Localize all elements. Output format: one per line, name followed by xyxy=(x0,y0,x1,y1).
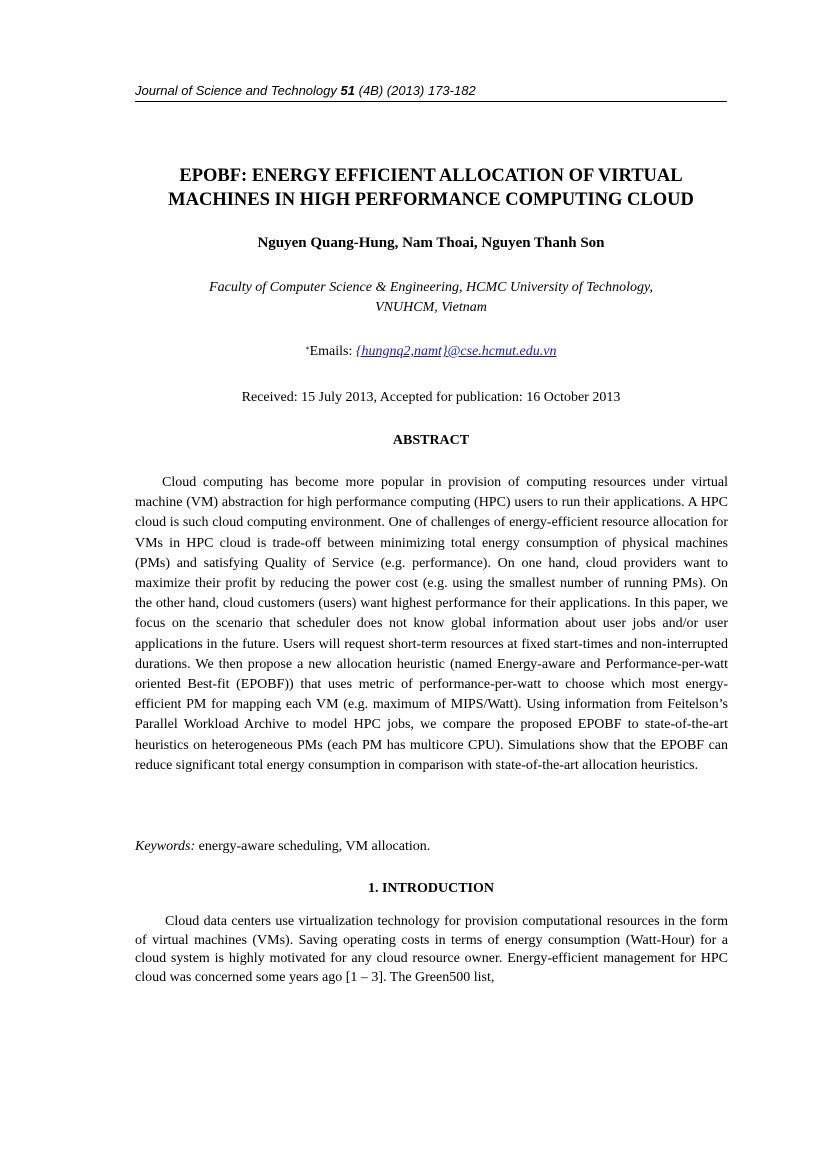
abstract-text: Cloud computing has become more popular in provision of computing resources under virtual machine (VM) abstraction for high performance computing (HPC) users to run their applications. A HPC cloud is such cloud computing environment. One of challenges of energy-efficient resource allocation for VMs in HPC cloud is trade-off between minimizing total energy consumption of physical machines (PMs) and satisfying Quality of Service (e.g. performance). On one hand, cloud providers want to maximize their profit by reducing the power cost (e.g. using the smallest number of running PMs). On the other hand, cloud customers (users) want highest performance for their applications. In this paper, we focus on the scenario that scheduler does not know global information about user jobs and/or user applications in the future. Users will request short-term resources at fixed start-times and non-interrupted durations. We then propose a new allocation heuristic (named Energy-aware and Performance-per-watt oriented Best-fit (EPOBF)) that uses metric of performance-per-watt to choose which most energy-efficient PM for mapping each VM (e.g. maximum of MIPS/Watt). Using information from Feitelson’s Parallel Workload Archive to model HPC jobs, we compare the proposed EPOBF to state-of-the-art heuristics on heterogeneous PMs (each PM has multicore CPU). Simulations show that the EPOBF can reduce significant total energy consumption in comparison with state-of-the-art allocation heuristics. xyxy=(135,475,728,773)
keywords-text: energy-aware scheduling, VM allocation. xyxy=(195,839,431,854)
journal-name: Journal of Science and Technology xyxy=(135,83,337,98)
abstract-heading: ABSTRACT xyxy=(392,433,470,448)
email-label: Emails: xyxy=(309,344,356,359)
keywords-label: Keywords: xyxy=(135,839,196,854)
email-line xyxy=(120,342,742,362)
paper-title xyxy=(120,164,742,212)
title-line-1: EPOBF: ENERGY EFFICIENT ALLOCATION OF VIRTUAL xyxy=(179,166,683,186)
author-list: Nguyen Quang-Hung, Nam Thoai, Nguyen Thanh Son xyxy=(257,235,605,251)
received-dates: Received: 15 July 2013, Accepted for publication: 16 October 2013 xyxy=(241,390,621,405)
email-link[interactable]: {hungnq2,namt}@cse.hcmut.edu.vn xyxy=(355,344,557,359)
running-header xyxy=(135,82,727,102)
journal-volume: 51 xyxy=(340,83,355,98)
journal-issue-pages: (4B) (2013) 173-182 xyxy=(358,83,476,98)
section-heading-introduction: 1. INTRODUCTION xyxy=(367,881,494,896)
title-line-2: MACHINES IN HIGH PERFORMANCE COMPUTING CLOUD xyxy=(168,190,694,210)
affiliation-line-1: Faculty of Computer Science & Engineering, HCMC University of Technology, xyxy=(209,280,653,295)
affiliation-line-2: VNUHCM, Vietnam xyxy=(375,300,487,315)
corresponding-marker: * xyxy=(305,345,310,354)
introduction-text: Cloud data centers use virtualization technology for provision computational resources in the form of virtual machines (VMs). Saving operating costs in terms of energy consumption (Watt-Hour) for a cloud system is highly motivated for any cloud resource owner. Energy-efficient management for HPC cloud was concerned some years ago [1 – 3]. The Green500 list, xyxy=(135,914,728,985)
keywords xyxy=(135,837,728,857)
affiliation xyxy=(160,278,702,318)
